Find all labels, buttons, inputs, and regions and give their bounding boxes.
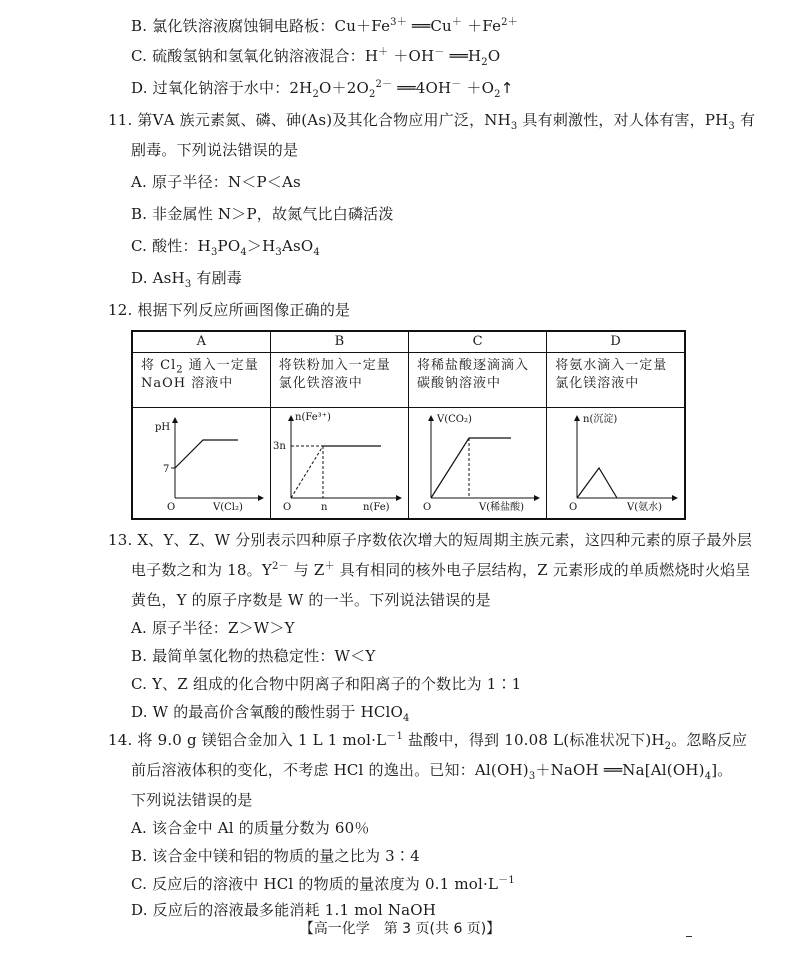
- graph-a-svg: [133, 408, 271, 518]
- graph-d-svg: [547, 408, 685, 518]
- q11-stem-line1: 11. 第ⅤA 族元素氮、磷、砷(As)及其化合物应用广泛，$NH_3$ 具有刺激性，对人体有害，$PH_3$ 有: [108, 111, 756, 132]
- q12-header-b: B: [270, 331, 408, 353]
- graph-b-xlabel: n(Fe): [362, 502, 390, 513]
- q11-option-d: D. AsH$_3$ 有剧毒: [131, 269, 242, 290]
- q14-stem-line2: 前后溶液体积的变化，不考虑 HCl 的逸出。已知：$Al(OH)_3+NaOH$ $══Na[Al(OH)_4]$。: [131, 761, 733, 782]
- q10-option-b: B. 氯化铁溶液腐蚀铜电路板：$Cu+Fe^{3+}$ ══Cu＋ $+Fe^{2+}$: [131, 17, 518, 35]
- q11-stem-line2: 剧毒。下列说法错误的是: [131, 141, 299, 159]
- q11-option-b: B. 非金属性 N＞P，故氮气比白磷活泼: [131, 205, 394, 223]
- q14-option-a: A. 该合金中 Al 的质量分数为 60％: [131, 819, 370, 837]
- q13-stem-line3: 黄色，Y 的原子序数是 W 的一半。下列说法错误的是: [131, 591, 491, 609]
- q14-option-b: B. 该合金中镁和铝的物质的量之比为 3∶4: [131, 847, 420, 865]
- graph-a-curve: [175, 440, 238, 468]
- q12-header-d: D: [547, 331, 685, 353]
- corner-mark: [686, 936, 692, 937]
- q10-option-c: C. 硫酸氢钠和氢氧化钠溶液混合：H＋ ＋OH－ $══H_2O$: [131, 47, 501, 68]
- q12-desc-d: 将氨水滴入一定量氯化镁溶液中: [547, 353, 685, 408]
- graph-b-xtick: n: [320, 502, 328, 513]
- page-footer: 【高一化学 第 3 页(共 6 页)】: [299, 921, 501, 937]
- graph-c-ylabel: V(CO₂): [437, 414, 472, 425]
- q12-desc-a: 将 $Cl_2$ 通入一定量 NaOH 溶液中: [132, 353, 270, 408]
- graph-c-origin: O: [423, 502, 432, 513]
- q13-option-d: D. W 的最高价含氧酸的酸性弱于 HClO$_4$: [131, 703, 410, 724]
- graph-b-ylabel: n(Fe³⁺): [294, 412, 331, 423]
- graph-a-tick-label: 7: [163, 464, 170, 475]
- graph-c-svg: [409, 408, 547, 518]
- q10-option-d: D. 过氧化钠溶于水中：$2H_2O+2O_2^{2-}$ ══4OH－ $+O_2↑$: [131, 79, 514, 100]
- graph-d-origin: O: [569, 502, 578, 513]
- q12-graph-c: [409, 408, 547, 520]
- graph-b-origin: O: [282, 502, 291, 513]
- q14-stem-line3: 下列说法错误的是: [131, 791, 253, 809]
- graph-a-ylabel: pH: [155, 422, 171, 433]
- graph-b-rise: [291, 446, 323, 498]
- graph-d-ylabel: n(沉淀): [583, 414, 618, 425]
- graph-d-xlabel: V(氨水): [627, 502, 663, 513]
- q12-stem: 12. 根据下列反应所画图像正确的是: [108, 301, 351, 319]
- q14-option-d: D. 反应后的溶液最多能消耗 1.1 mol NaOH: [131, 901, 437, 919]
- q12-desc-b: 将铁粉加入一定量氯化铁溶液中: [270, 353, 408, 408]
- graph-c-xlabel: V(稀盐酸): [479, 502, 525, 513]
- graph-d-curve: [577, 468, 617, 498]
- q11-option-a: A. 原子半径：N＜P＜As: [131, 173, 301, 191]
- q12-graph-a: [132, 408, 270, 520]
- graph-c-curve: [431, 438, 511, 498]
- q12-header-a: A: [132, 331, 270, 353]
- q13-option-b: B. 最简单氢化物的热稳定性：W＜Y: [131, 647, 376, 665]
- q12-options-table: [131, 330, 686, 520]
- graph-a-origin: O: [167, 502, 176, 513]
- q13-stem-line2: 电子数之和为 18。$Y^{2-}$ 与 Z＋ 具有相同的核外电子层结构，Z 元素形成的单质燃烧时火焰呈: [131, 561, 751, 579]
- graph-a-xlabel: V(Cl₂): [213, 502, 243, 513]
- q12-header-c: C: [409, 331, 547, 353]
- q14-option-c: C. 反应后的溶液中 HCl 的物质的量浓度为 0.1 $mol\cdot L^{-1}$: [131, 875, 515, 893]
- q12-desc-c: 将稀盐酸逐滴滴入碳酸钠溶液中: [409, 353, 547, 408]
- graph-b-svg: [271, 408, 409, 518]
- q12-graph-d: [547, 408, 685, 520]
- q12-graph-b: [270, 408, 408, 520]
- q13-stem-line1: 13. X、Y、Z、W 分别表示四种原子序数依次增大的短周期主族元素，这四种元素的原子最外层: [108, 531, 753, 549]
- graph-b-ytick: 3n: [272, 441, 286, 452]
- q14-stem-line1: 14. 将 9.0 g 镁铝合金加入 1 L 1 $mol\cdot L^{-1}$ 盐酸中，得到 10.08 L(标准状况下)$H_2$。忽略反应: [108, 731, 748, 752]
- q13-option-a: A. 原子半径：Z＞W＞Y: [131, 619, 295, 637]
- q13-option-c: C. Y、Z 组成的化合物中阴离子和阳离子的个数比为 1∶1: [131, 675, 522, 693]
- q11-option-c: C. 酸性：$H_3PO_4>H_3AsO_4$: [131, 237, 320, 258]
